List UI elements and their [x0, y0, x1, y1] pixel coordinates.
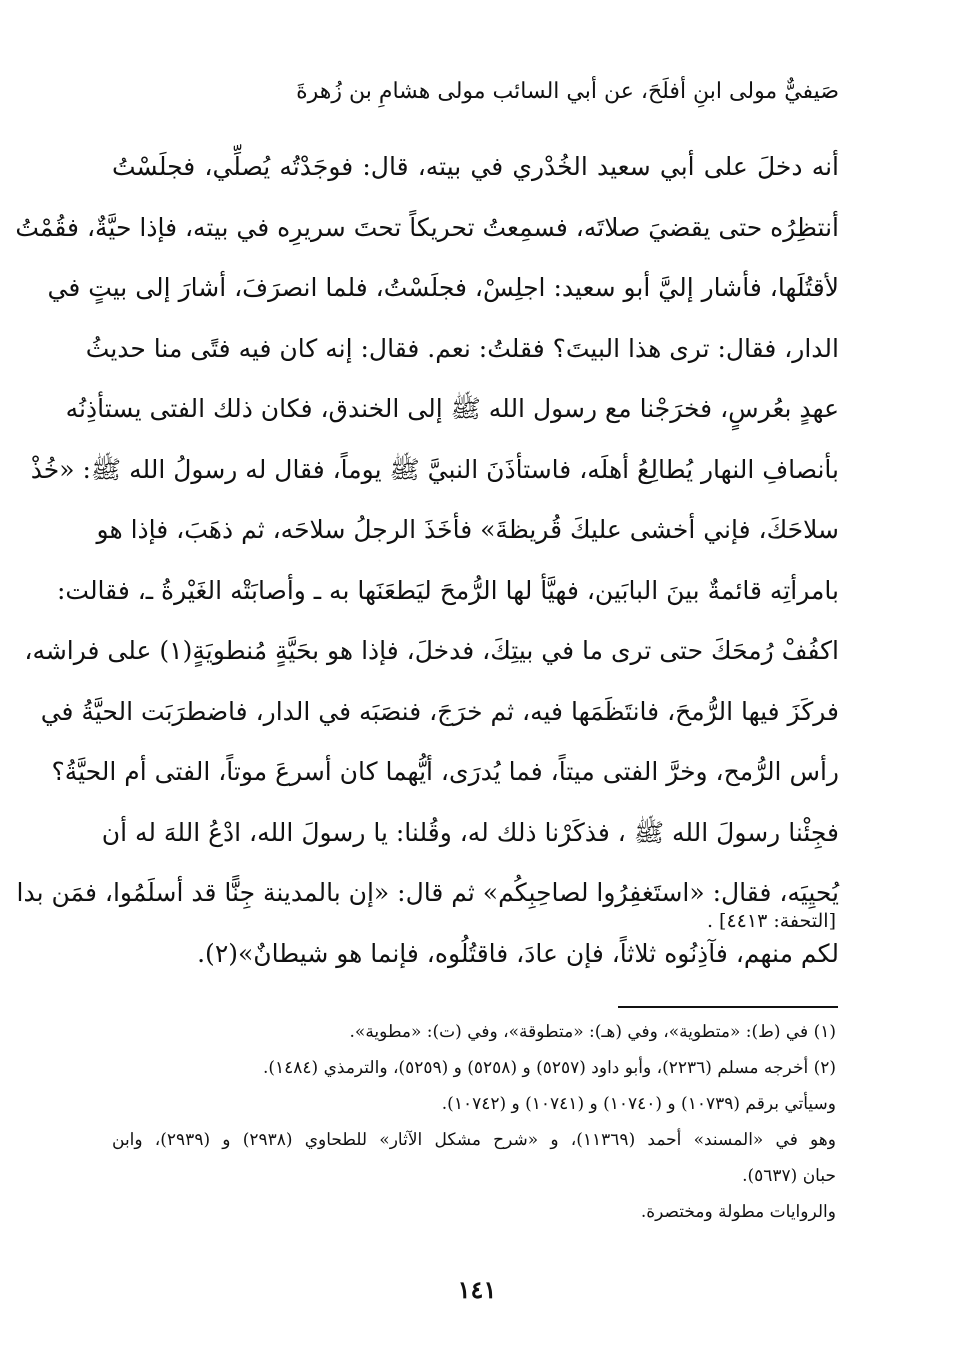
body-line: رأس الرُّمح، وخرَّ الفتى ميتاً، فما يُدرَى، أيُّهما كان أسرعَ موتاً، الفتى أم الحيَّةُ؟ — [51, 757, 839, 786]
footnote-line: والروايات مطولة ومختصرة. — [640, 1202, 836, 1222]
body-line: عهدٍ بعُرسٍ، فخرَجْنا مع رسول الله ﷺ إلى الخندق، فكان ذلك الفتى يستأذِنُه — [65, 394, 839, 423]
body-line: بأنصافِ النهار يُطالِعُ أهلَه، فاستأذَنَ النبيَّ ﷺ يوماً، فقال له رسولُ الله ﷺ: «خُذْ — [30, 454, 839, 484]
footnotes — [112, 1014, 836, 1230]
footnote-divider — [618, 1006, 838, 1008]
body-line: الدار، فقال: ترى هذا البيتَ؟ فقلتُ: نعم. فقال: إنه كان فيه فتًى منا حديثُ — [85, 333, 839, 363]
body-line: أنه دخلَ على أبي سعيد الخُدْري في بيته، قال: فوجَدْتُه يُصلِّي، فجلَسْتُ — [112, 152, 839, 181]
body-line: يُحيِيَه، فقال: «استَغفِرُوا لصاحِبِكُم» ثم قال: «إن بالمدينة جِنًّا قد أسلَمُوا، فمَن بدا — [16, 878, 839, 907]
footnote-line: وهو في «المسند» أحمد (١١٣٦٩)، و «شرح مشكل الآثار» للطحاوي (٢٩٣٨) و (٢٩٣٩)، وابن — [112, 1130, 836, 1150]
body-line: أنتظِرُه حتى يقضيَ صلاتَه، فسمِعتُ تحريكاً تحتَ سريرِه في بيته، فإذا حيَّةٌ، فقُمْتُ — [15, 212, 839, 242]
footnote-line: وسيأتي برقم (١٠٧٣٩) و (١٠٧٤٠) و (١٠٧٤١) و (١٠٧٤٢). — [441, 1094, 836, 1114]
isnad-chain-line: صَيفيٌّ مولى ابنِ أفلَحَ، عن أبي السائب مولى هشامِ بن زُهرةَ — [296, 79, 839, 104]
body-line: فركَزَ فيها الرُّمحَ، فانتَظَمَها فيه، ثم خرَجَ، فنصَبَه في الدار، فاضطرَبَت الحيَّةُ في — [40, 696, 839, 726]
body-line: فجِئْنا رسولَ الله ﷺ ، فذكَرْنا ذلك له، وقُلنا: يا رسولَ الله، ادْعُ اللهَ له أن — [101, 817, 839, 847]
footnote-line: (١) في (ط): «متطوية»، وفي (هـ): «متطوقة»، وفي (ت): «مطوية». — [349, 1022, 836, 1042]
footnote-line: حبان (٥٦٣٧). — [742, 1166, 836, 1186]
page-number: ١٤١ — [457, 1275, 497, 1304]
body-line: لكم منهم، فآذِنُوه ثلاثاً، فإن عادَ، فاقتُلُوه، فإنما هو شيطانٌ»(٢). — [197, 938, 839, 968]
body-line: لأقتُلَها، فأشار إليَّ أبو سعيد: اجلِسْ، فجلَسْتُ، فلما انصرَفَ، أشارَ إلى بيتٍ في — [47, 273, 839, 302]
hadith-body — [15, 137, 839, 984]
tuhfa-reference: [التحفة: ٤٤١٣] . — [706, 910, 836, 932]
body-line: بامرأتِه قائمةٌ بينَ البابَين، فهيَّأ لها الرُّمحَ ليَطعَنَها به ـ وأصابَتْه الغَيْرةُ ـ، فقالت: — [56, 575, 839, 605]
body-line: اكفُفْ رُمحَكَ حتى ترى ما في بيتِكَ، فدخلَ، فإذا هو بحَيَّةٍ مُنطويَةٍ(١) على فراشه، — [24, 636, 839, 665]
footnote-line: (٢) أخرجه مسلم (٢٢٣٦)، وأبو داود (٥٢٥٧) و (٥٢٥٨) و (٥٢٥٩)، والترمذي (١٤٨٤). — [262, 1058, 836, 1078]
body-line: سلاحَكَ، فإني أخشى عليكَ قُريظةَ» فأخَذَ الرجلُ سلاحَه، ثم ذهَبَ، فإذا هو — [96, 515, 839, 544]
